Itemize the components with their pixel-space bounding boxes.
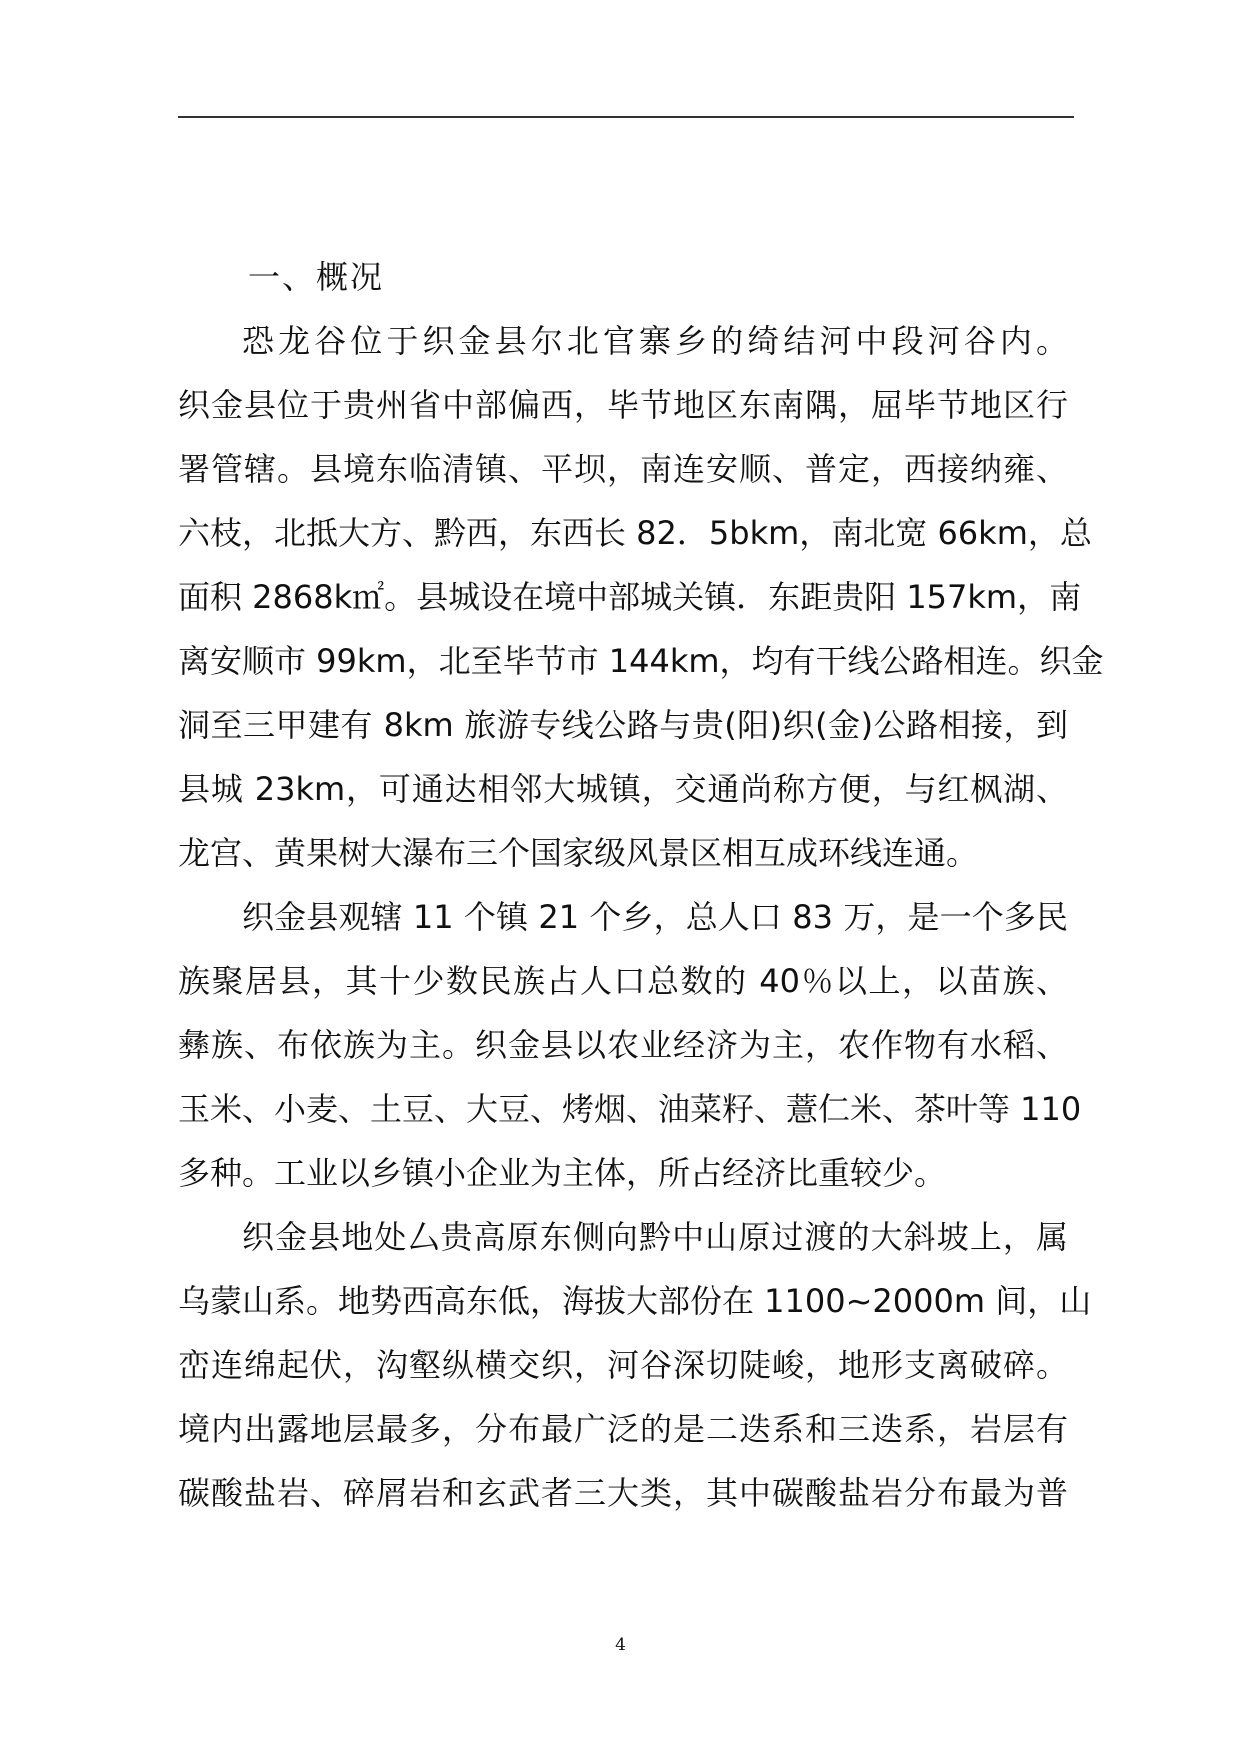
text-line: 族聚居县，其十少数民族占人口总数的 40％以上，以苗族、 — [178, 962, 1068, 1000]
text-line: 龙宫、黄果树大瀑布三个国家级风景区相互成环线连通。 — [178, 834, 979, 872]
header-rule — [178, 116, 1074, 118]
text-line: 六枝，北抵大方、黔西，东西长 82．5bkm，南北宽 66km，总 — [178, 514, 1092, 552]
text-line: 彝族、布依族为主。织金县以农业经济为主，农作物有水稻、 — [178, 1026, 1068, 1064]
text-line: 织金县位于贵州省中部偏西，毕节地区东南隅，屈毕节地区行 — [178, 386, 1068, 424]
text-line: 面积 2868k㎡。县城设在境中部城关镇．东距贵阳 157km，南 — [178, 578, 1082, 616]
text-line: 县城 23km，可通达相邻大城镇，交通尚称方便，与红枫湖、 — [178, 770, 1068, 808]
paragraph-terrain — [178, 1205, 1092, 1525]
text-line: 恐龙谷位于织金县尔北官寨乡的绮结河中段河谷内。 — [242, 322, 1068, 360]
document-body — [178, 245, 1104, 1525]
text-line: 乌蒙山系。地势西高东低，海拔大部份在 1100~2000m 间，山 — [178, 1282, 1092, 1320]
text-line: 织金县地处厶贵高原东侧向黔中山原过渡的大斜坡上，属 — [242, 1218, 1068, 1256]
text-line: 峦连绵起伏，沟壑纵横交织，河谷深切陡峻，地形支离破碎。 — [178, 1346, 1068, 1384]
text-line: 离安顺市 99km，北至毕节市 144km，均有干线公路相连。织金 — [178, 642, 1104, 680]
section-heading: 一、概况 — [248, 258, 385, 296]
text-line: 署管辖。县境东临清镇、平坝，南连安顺、普定，西接纳雍、 — [178, 450, 1068, 488]
text-line: 玉米、小麦、土豆、大豆、烤烟、油菜籽、薏仁米、茶叶等 110 — [178, 1090, 1082, 1128]
text-line: 境内出露地层最多，分布最广泛的是二迭系和三迭系，岩层有 — [178, 1410, 1068, 1448]
page-number: 4 — [615, 1635, 626, 1655]
paragraph-overview — [178, 309, 1104, 885]
text-line: 织金县观辖 11 个镇 21 个乡，总人口 83 万，是一个多民 — [242, 898, 1068, 936]
paragraph-population — [178, 885, 1082, 1205]
text-line: 碳酸盐岩、碎屑岩和玄武者三大类，其中碳酸盐岩分布最为普 — [178, 1474, 1068, 1512]
text-line: 多种。工业以乡镇小企业为主体，所占经济比重较少。 — [178, 1154, 947, 1192]
text-line: 洞至三甲建有 8km 旅游专线公路与贵(阳)织(金)公路相接，到 — [178, 706, 1068, 744]
